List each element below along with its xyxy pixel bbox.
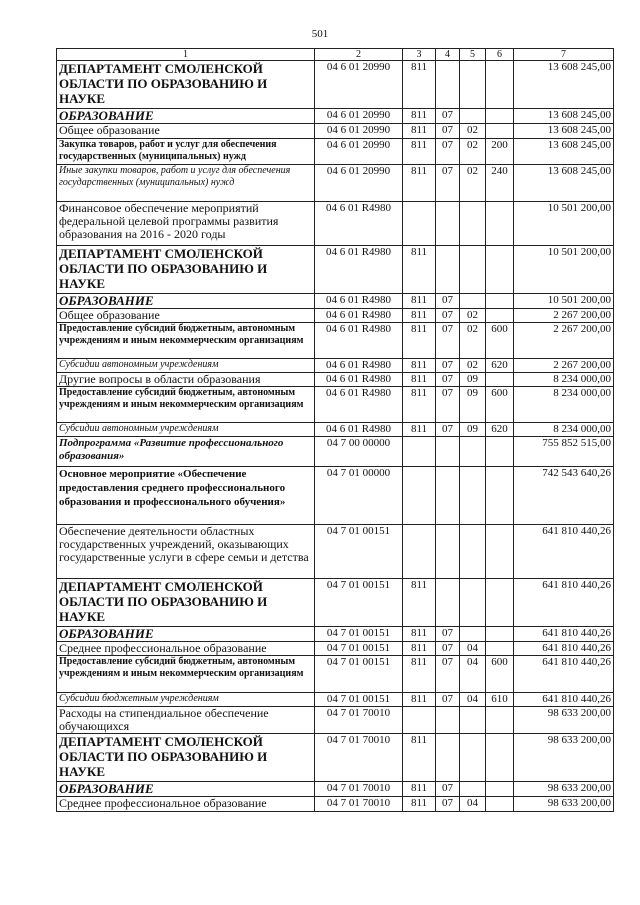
row-col6 <box>486 294 514 309</box>
row-code: 04 6 01 R4980 <box>315 387 403 423</box>
table-row <box>57 309 614 323</box>
row-amount: 2 267 200,00 <box>514 359 614 373</box>
row-col5 <box>460 707 486 734</box>
row-col4 <box>436 61 460 109</box>
row-col5 <box>460 202 486 246</box>
row-col5: 02 <box>460 165 486 202</box>
row-col6 <box>486 734 514 782</box>
row-amount: 641 810 440,26 <box>514 579 614 627</box>
row-col3: 811 <box>403 627 436 642</box>
row-col6 <box>486 579 514 627</box>
row-name: Финансовое обеспечение мероприятий федеральной целевой программы развития образования на 2016 - 2020 годы <box>57 202 315 246</box>
row-col6 <box>486 202 514 246</box>
table-row <box>57 467 614 525</box>
row-col3: 811 <box>403 373 436 387</box>
row-name: Обеспечение деятельности областных государственных учреждений, оказывающих государственные услуги в сфере семьи и детства <box>57 525 315 579</box>
row-name: Предоставление субсидий бюджетным, автономным учреждениям и иным некоммерческим организациям <box>57 387 315 423</box>
row-amount: 742 543 640,26 <box>514 467 614 525</box>
row-col6 <box>486 109 514 124</box>
row-col4: 07 <box>436 387 460 423</box>
row-code: 04 7 01 00151 <box>315 627 403 642</box>
row-code: 04 6 01 R4980 <box>315 359 403 373</box>
row-col4: 07 <box>436 642 460 656</box>
row-col3: 811 <box>403 734 436 782</box>
row-code: 04 6 01 20990 <box>315 124 403 139</box>
table-row <box>57 437 614 467</box>
row-name: Иные закупки товаров, работ и услуг для обеспечения государственных (муниципальных) нужд <box>57 165 315 202</box>
table-row <box>57 61 614 109</box>
row-amount: 2 267 200,00 <box>514 323 614 359</box>
row-code: 04 6 01 R4980 <box>315 373 403 387</box>
row-col4: 07 <box>436 109 460 124</box>
row-col3: 811 <box>403 294 436 309</box>
row-col5 <box>460 579 486 627</box>
row-col6 <box>486 124 514 139</box>
row-col6: 600 <box>486 387 514 423</box>
row-col3: 811 <box>403 782 436 797</box>
row-code: 04 7 01 00151 <box>315 693 403 707</box>
table-row <box>57 139 614 165</box>
row-code: 04 7 00 00000 <box>315 437 403 467</box>
row-name: Субсидии автономным учреждениям <box>57 359 315 373</box>
row-amount: 10 501 200,00 <box>514 246 614 294</box>
row-amount: 98 633 200,00 <box>514 797 614 812</box>
row-col4 <box>436 246 460 294</box>
row-name: ОБРАЗОВАНИЕ <box>57 782 315 797</box>
row-name: Среднее профессиональное образование <box>57 797 315 812</box>
row-col6: 240 <box>486 165 514 202</box>
header-row <box>57 49 614 61</box>
row-col5: 04 <box>460 797 486 812</box>
row-name: ДЕПАРТАМЕНТ СМОЛЕНСКОЙ ОБЛАСТИ ПО ОБРАЗОВАНИЮ И НАУКЕ <box>57 579 315 627</box>
row-name: Закупка товаров, работ и услуг для обеспечения государственных (муниципальных) нужд <box>57 139 315 165</box>
row-name: Субсидии бюджетным учреждениям <box>57 693 315 707</box>
row-name: Субсидии автономным учреждениям <box>57 423 315 437</box>
row-col3: 811 <box>403 423 436 437</box>
row-name: ДЕПАРТАМЕНТ СМОЛЕНСКОЙ ОБЛАСТИ ПО ОБРАЗОВАНИЮ И НАУКЕ <box>57 246 315 294</box>
row-col6 <box>486 467 514 525</box>
row-code: 04 7 01 00000 <box>315 467 403 525</box>
row-name: ОБРАЗОВАНИЕ <box>57 109 315 124</box>
row-col4 <box>436 734 460 782</box>
row-code: 04 6 01 20990 <box>315 109 403 124</box>
row-col3: 811 <box>403 124 436 139</box>
row-code: 04 6 01 20990 <box>315 61 403 109</box>
row-amount: 13 608 245,00 <box>514 124 614 139</box>
row-name: Основное мероприятие «Обеспечение предоставления среднего профессионального образования и профессионального обучения» <box>57 467 315 525</box>
row-amount: 641 810 440,26 <box>514 642 614 656</box>
row-col4: 07 <box>436 627 460 642</box>
row-amount: 98 633 200,00 <box>514 707 614 734</box>
row-col4 <box>436 437 460 467</box>
row-code: 04 7 01 00151 <box>315 579 403 627</box>
row-col4 <box>436 707 460 734</box>
row-col4: 07 <box>436 139 460 165</box>
row-col5: 02 <box>460 124 486 139</box>
row-col4: 07 <box>436 309 460 323</box>
table-row <box>57 423 614 437</box>
table-row <box>57 579 614 627</box>
table-row <box>57 323 614 359</box>
row-col4: 07 <box>436 124 460 139</box>
row-name: Расходы на стипендиальное обеспечение обучающихся <box>57 707 315 734</box>
col-header-1: 1 <box>57 49 315 61</box>
row-col4: 07 <box>436 165 460 202</box>
row-col3: 811 <box>403 656 436 693</box>
row-col6: 620 <box>486 359 514 373</box>
row-col3: 811 <box>403 61 436 109</box>
row-col3: 811 <box>403 165 436 202</box>
row-col5 <box>460 467 486 525</box>
col-header-3: 3 <box>403 49 436 61</box>
table-row <box>57 109 614 124</box>
row-col5: 04 <box>460 693 486 707</box>
row-amount: 641 810 440,26 <box>514 656 614 693</box>
row-col5: 02 <box>460 309 486 323</box>
row-code: 04 7 01 70010 <box>315 734 403 782</box>
row-col4: 07 <box>436 693 460 707</box>
row-col4: 07 <box>436 782 460 797</box>
col-header-7: 7 <box>514 49 614 61</box>
table-row <box>57 656 614 693</box>
row-amount: 10 501 200,00 <box>514 294 614 309</box>
row-code: 04 6 01 R4980 <box>315 294 403 309</box>
table-row <box>57 124 614 139</box>
row-col5 <box>460 782 486 797</box>
row-code: 04 6 01 R4980 <box>315 309 403 323</box>
row-name: Общее образование <box>57 124 315 139</box>
table-row <box>57 387 614 423</box>
row-code: 04 6 01 R4980 <box>315 323 403 359</box>
row-col3: 811 <box>403 359 436 373</box>
table-body <box>57 61 614 812</box>
row-col3 <box>403 437 436 467</box>
row-amount: 98 633 200,00 <box>514 782 614 797</box>
row-col4: 07 <box>436 373 460 387</box>
table-row <box>57 707 614 734</box>
row-amount: 13 608 245,00 <box>514 109 614 124</box>
row-amount: 8 234 000,00 <box>514 373 614 387</box>
row-code: 04 6 01 R4980 <box>315 246 403 294</box>
row-amount: 641 810 440,26 <box>514 525 614 579</box>
col-header-4: 4 <box>436 49 460 61</box>
row-col3: 811 <box>403 797 436 812</box>
row-amount: 10 501 200,00 <box>514 202 614 246</box>
row-code: 04 7 01 00151 <box>315 642 403 656</box>
row-name: ДЕПАРТАМЕНТ СМОЛЕНСКОЙ ОБЛАСТИ ПО ОБРАЗОВАНИЮ И НАУКЕ <box>57 61 315 109</box>
table-row <box>57 294 614 309</box>
table-row <box>57 359 614 373</box>
row-col3: 811 <box>403 323 436 359</box>
row-col5 <box>460 294 486 309</box>
row-amount: 641 810 440,26 <box>514 627 614 642</box>
budget-table <box>56 48 614 812</box>
row-col5: 09 <box>460 387 486 423</box>
row-col3 <box>403 707 436 734</box>
row-code: 04 7 01 70010 <box>315 707 403 734</box>
row-name: ДЕПАРТАМЕНТ СМОЛЕНСКОЙ ОБЛАСТИ ПО ОБРАЗОВАНИЮ И НАУКЕ <box>57 734 315 782</box>
row-col3: 811 <box>403 139 436 165</box>
row-col6: 610 <box>486 693 514 707</box>
row-code: 04 7 01 00151 <box>315 656 403 693</box>
row-col4 <box>436 579 460 627</box>
row-amount: 641 810 440,26 <box>514 693 614 707</box>
row-col4: 07 <box>436 797 460 812</box>
row-name: Среднее профессиональное образование <box>57 642 315 656</box>
table-row <box>57 627 614 642</box>
table-row <box>57 693 614 707</box>
row-code: 04 6 01 R4980 <box>315 423 403 437</box>
col-header-5: 5 <box>460 49 486 61</box>
row-col5: 04 <box>460 656 486 693</box>
table-row <box>57 202 614 246</box>
row-col3: 811 <box>403 642 436 656</box>
row-col3: 811 <box>403 387 436 423</box>
row-col6 <box>486 61 514 109</box>
row-col5 <box>460 246 486 294</box>
table-row <box>57 373 614 387</box>
row-col6 <box>486 373 514 387</box>
row-col6: 620 <box>486 423 514 437</box>
row-col5 <box>460 525 486 579</box>
row-col5 <box>460 734 486 782</box>
row-col6 <box>486 309 514 323</box>
row-col4: 07 <box>436 323 460 359</box>
table-row <box>57 797 614 812</box>
row-code: 04 7 01 00151 <box>315 525 403 579</box>
table-row <box>57 246 614 294</box>
row-col3 <box>403 202 436 246</box>
row-code: 04 6 01 R4980 <box>315 202 403 246</box>
table-row <box>57 734 614 782</box>
row-col6 <box>486 246 514 294</box>
row-col5: 02 <box>460 139 486 165</box>
row-col6: 200 <box>486 139 514 165</box>
row-name: ОБРАЗОВАНИЕ <box>57 294 315 309</box>
row-col5 <box>460 437 486 467</box>
row-code: 04 6 01 20990 <box>315 139 403 165</box>
row-col5: 02 <box>460 359 486 373</box>
row-col6 <box>486 627 514 642</box>
row-col3: 811 <box>403 109 436 124</box>
row-col5 <box>460 109 486 124</box>
row-col6 <box>486 437 514 467</box>
row-amount: 98 633 200,00 <box>514 734 614 782</box>
table-row <box>57 165 614 202</box>
row-col4: 07 <box>436 359 460 373</box>
table-row <box>57 782 614 797</box>
row-col5: 04 <box>460 642 486 656</box>
row-col5 <box>460 627 486 642</box>
row-col3: 811 <box>403 246 436 294</box>
row-name: ОБРАЗОВАНИЕ <box>57 627 315 642</box>
row-amount: 13 608 245,00 <box>514 165 614 202</box>
row-col5: 09 <box>460 423 486 437</box>
row-col6: 600 <box>486 656 514 693</box>
row-amount: 2 267 200,00 <box>514 309 614 323</box>
row-amount: 8 234 000,00 <box>514 387 614 423</box>
row-col6 <box>486 707 514 734</box>
row-code: 04 7 01 70010 <box>315 797 403 812</box>
row-col5: 02 <box>460 323 486 359</box>
row-col4 <box>436 467 460 525</box>
row-name: Предоставление субсидий бюджетным, автономным учреждениям и иным некоммерческим организациям <box>57 656 315 693</box>
row-col6 <box>486 525 514 579</box>
row-col6 <box>486 642 514 656</box>
row-col4 <box>436 202 460 246</box>
col-header-6: 6 <box>486 49 514 61</box>
row-col6 <box>486 782 514 797</box>
row-col4: 07 <box>436 423 460 437</box>
row-col3 <box>403 467 436 525</box>
row-col4: 07 <box>436 656 460 693</box>
row-name: Подпрограмма «Развитие профессионального образования» <box>57 437 315 467</box>
col-header-2: 2 <box>315 49 403 61</box>
row-col3: 811 <box>403 579 436 627</box>
row-col5: 09 <box>460 373 486 387</box>
row-col6 <box>486 797 514 812</box>
row-col4: 07 <box>436 294 460 309</box>
row-name: Другие вопросы в области образования <box>57 373 315 387</box>
row-amount: 755 852 515,00 <box>514 437 614 467</box>
row-col5 <box>460 61 486 109</box>
row-code: 04 7 01 70010 <box>315 782 403 797</box>
row-name: Предоставление субсидий бюджетным, автономным учреждениям и иным некоммерческим организациям <box>57 323 315 359</box>
row-col3 <box>403 525 436 579</box>
row-amount: 13 608 245,00 <box>514 61 614 109</box>
row-col3: 811 <box>403 693 436 707</box>
row-amount: 13 608 245,00 <box>514 139 614 165</box>
table-row <box>57 525 614 579</box>
row-col3: 811 <box>403 309 436 323</box>
row-name: Общее образование <box>57 309 315 323</box>
table-row <box>57 642 614 656</box>
page-number: 501 <box>311 28 329 40</box>
row-amount: 8 234 000,00 <box>514 423 614 437</box>
row-col4 <box>436 525 460 579</box>
row-col6: 600 <box>486 323 514 359</box>
row-code: 04 6 01 20990 <box>315 165 403 202</box>
